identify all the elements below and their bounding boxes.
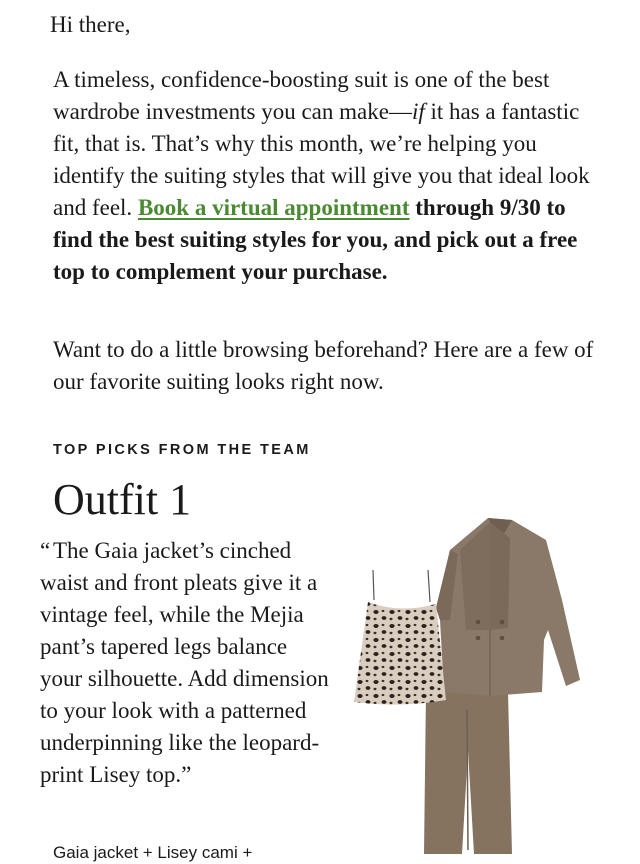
intro-text-cont: it has a fantastic fit, that is. That’s why this month, we’re helping you identify the suiting styles that will give you that ideal look and feel. [53, 99, 590, 220]
intro-emphasis: if [411, 99, 425, 124]
lisey-cami-icon [354, 570, 446, 705]
quote-open-mark: “ [40, 538, 51, 563]
greeting: Hi there, [50, 12, 131, 37]
outfit-product-image[interactable] [340, 510, 600, 854]
mejia-pant-icon [424, 692, 512, 854]
intro-text: A timeless, confidence-boosting suit is one of the best wardrobe investments you can make— [53, 67, 550, 124]
intro-offer-text: through 9/30 to find the best suiting styles for you, and pick out a free top to complement your purchase. [53, 195, 578, 284]
intro-paragraph [53, 64, 598, 288]
book-appointment-link[interactable]: Book a virtual appointment [137, 195, 410, 220]
section-label: TOP PICKS FROM THE TEAM [53, 442, 311, 458]
quote-text: The Gaia jacket’s cinched waist and front pleats give it a vintage feel, while the Mejia pant’s tapered legs balance your silhouette. Add dimension to your look with a patterned underpinning like the leopard-print Lisey top.” [40, 538, 329, 787]
gaia-jacket-icon [436, 518, 580, 696]
outfit-quote [40, 535, 330, 791]
outfit-title: Outfit 1 [53, 475, 192, 524]
browse-paragraph: Want to do a little browsing beforehand? Here are a few of our favorite suiting looks right now. [53, 337, 594, 394]
outfit-caption[interactable]: Gaia jacket + Lisey cami + [53, 843, 253, 862]
